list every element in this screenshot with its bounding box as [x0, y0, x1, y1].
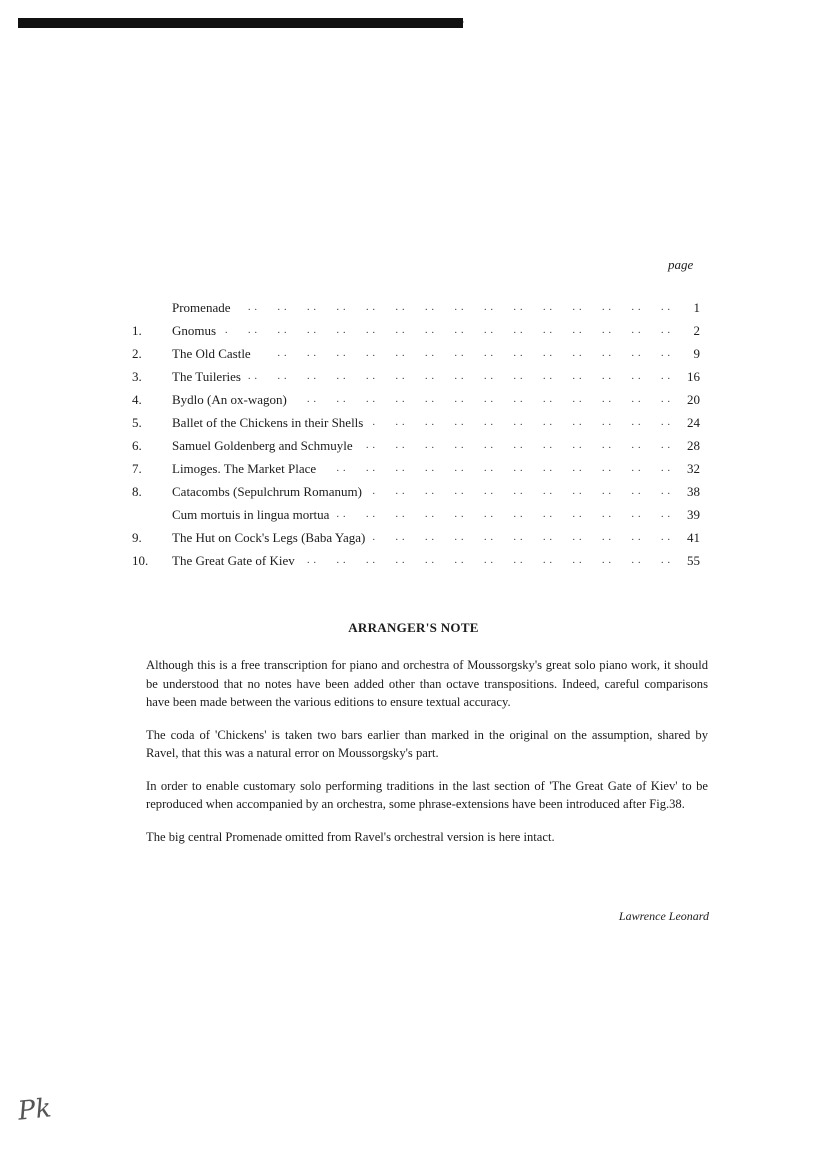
toc-page-number: 1	[693, 300, 700, 315]
page-column-label: page	[668, 257, 694, 272]
toc-page-number: 41	[687, 530, 700, 545]
note-heading: ARRANGER'S NOTE	[348, 620, 479, 635]
toc-title: Samuel Goldenberg and Schmuyle	[172, 438, 359, 453]
toc-page-number: 24	[687, 415, 700, 430]
toc-entry	[132, 526, 700, 549]
toc-number: 10.	[132, 553, 149, 568]
toc-page-number: 16	[687, 369, 700, 384]
toc-entry	[132, 319, 700, 342]
toc-title: The Old Castle	[172, 346, 257, 361]
toc-title: Bydlo (An ox-wagon)	[172, 392, 293, 407]
toc-number: 2.	[132, 346, 142, 361]
note-paragraph: Although this is a free transcription for piano and orchestra of Moussorgsky's great solo piano work, it should be understood that no notes have been added other than octave transpositions. Indeed, careful comparisons have been made between the various editions to ensure textual accuracy.	[146, 658, 708, 709]
toc-number: 9.	[132, 530, 142, 545]
toc-number: 4.	[132, 392, 142, 407]
toc-page-number: 39	[687, 507, 700, 522]
toc-number: 7.	[132, 461, 142, 476]
toc-number: 5.	[132, 415, 142, 430]
toc-number: 3.	[132, 369, 142, 384]
toc-title: Gnomus	[172, 323, 222, 338]
toc-page-number: 28	[687, 438, 700, 453]
arrangers-note	[146, 656, 708, 860]
toc-entry	[132, 296, 700, 319]
note-paragraph: The coda of 'Chickens' is taken two bars earlier than marked in the original on the assumption, shared by Ravel, that this was a natural error on Moussorgsky's part.	[146, 727, 708, 760]
toc-number: 1.	[132, 323, 142, 338]
toc-page-number: 55	[687, 553, 700, 568]
toc-title: The Great Gate of Kiev	[172, 553, 301, 568]
table-of-contents	[132, 296, 700, 572]
toc-entry	[132, 503, 700, 526]
toc-page-number: 32	[687, 461, 700, 476]
note-paragraph: In order to enable customary solo performing traditions in the last section of 'The Great Gate of Kiev' to be reproduced when accompanied by an orchestra, some phrase-extensions have been introduced after Fig.38.	[146, 778, 708, 811]
toc-title: The Hut on Cock's Legs (Baba Yaga)	[172, 530, 371, 545]
toc-entry	[132, 411, 700, 434]
toc-entry	[132, 365, 700, 388]
toc-page-number: 2	[693, 323, 700, 338]
toc-entry	[132, 342, 700, 365]
signature: Lawrence Leonard	[618, 909, 709, 923]
toc-entry	[132, 434, 700, 457]
toc-title: Limoges. The Market Place	[172, 461, 322, 476]
toc-number: 6.	[132, 438, 142, 453]
toc-title: Ballet of the Chickens in their Shells	[172, 415, 369, 430]
toc-title: The Tuileries	[172, 369, 247, 384]
toc-entry	[132, 457, 700, 480]
toc-number: 8.	[132, 484, 142, 499]
toc-title: Catacombs (Sepulchrum Romanum)	[172, 484, 368, 499]
toc-page-number: 38	[687, 484, 700, 499]
toc-entry	[132, 388, 700, 411]
toc-page-number: 20	[687, 392, 700, 407]
top-rule	[18, 18, 463, 28]
toc-entry	[132, 480, 700, 503]
note-paragraph: The big central Promenade omitted from Ravel's orchestral version is here intact.	[146, 829, 555, 844]
handwritten-initials: Pk	[16, 1093, 53, 1127]
toc-page-number: 9	[693, 346, 700, 361]
toc-title: Cum mortuis in lingua mortua	[172, 507, 335, 522]
toc-title: Promenade	[172, 300, 236, 315]
toc-entry	[132, 549, 700, 572]
